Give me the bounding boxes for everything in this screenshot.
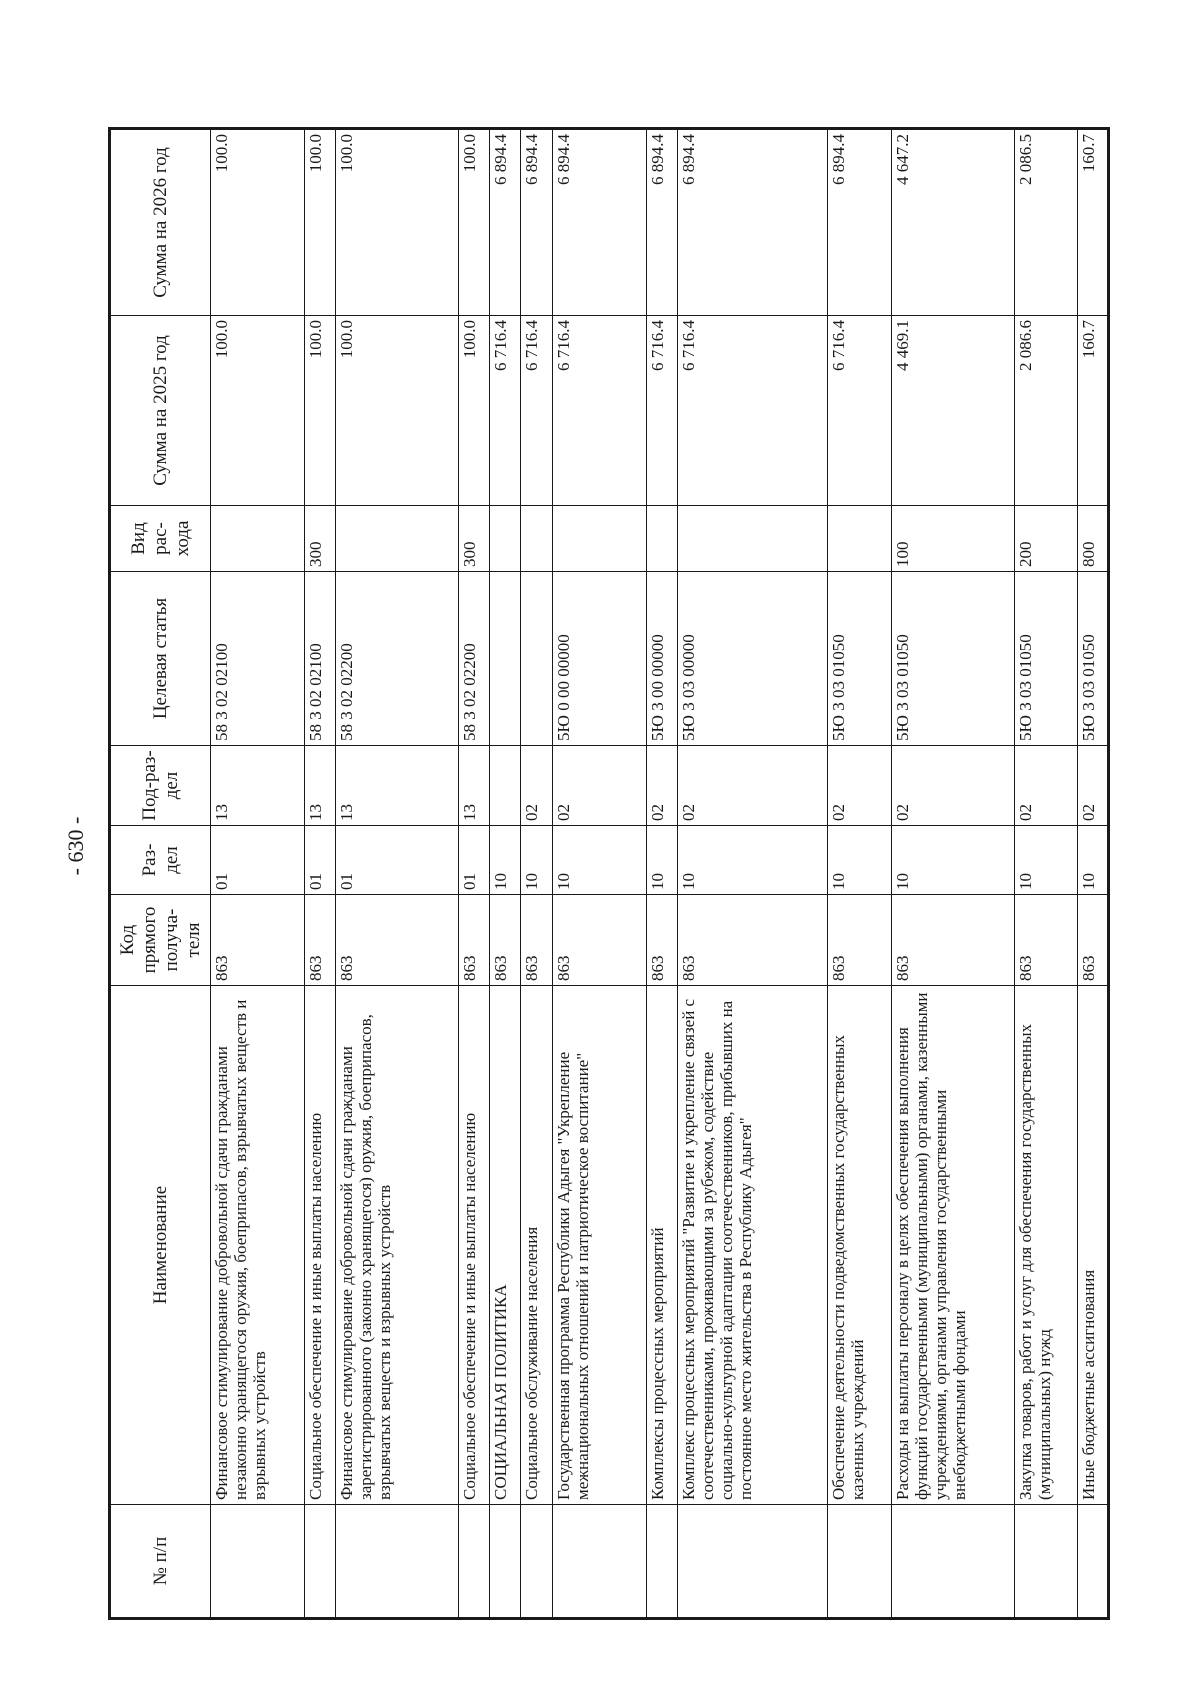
cell-recipient: 863: [305, 895, 336, 986]
cell-target: [490, 572, 521, 746]
header-section: Раз-дел: [110, 826, 211, 895]
cell-expense: [211, 506, 305, 572]
table-row: [305, 129, 336, 1619]
cell-recipient: 863: [828, 895, 891, 986]
cell-sum-2025: 6 716.4: [828, 316, 891, 506]
cell-recipient: 863: [552, 895, 646, 986]
cell-expense: 300: [305, 506, 336, 572]
cell-section: 10: [552, 826, 646, 895]
cell-sum-2026: 160.7: [1077, 129, 1108, 316]
cell-recipient: 863: [211, 895, 305, 986]
cell-num: [459, 1505, 490, 1619]
cell-num: [1014, 1505, 1077, 1619]
cell-section: 10: [1077, 826, 1108, 895]
table-row: [646, 129, 677, 1619]
table-row: [828, 129, 891, 1619]
cell-subsection: 02: [677, 746, 827, 826]
cell-name: Комплексы процессных мероприятий: [646, 986, 677, 1505]
cell-name: Финансовое стимулирование добровольной сдачи гражданами зарегистрированного (законно хранящегося) оружия, боеприпасов, взрывчатых веществ и взрывных устройств: [336, 986, 459, 1505]
cell-target: 58 3 02 02200: [459, 572, 490, 746]
cell-recipient: 863: [336, 895, 459, 986]
cell-sum-2025: 6 716.4: [490, 316, 521, 506]
cell-name: Социальное обслуживание населения: [521, 986, 552, 1505]
cell-subsection: 02: [1077, 746, 1108, 826]
table-row: [459, 129, 490, 1619]
cell-target: 5Ю 3 00 00000: [646, 572, 677, 746]
cell-sum-2026: 100.0: [336, 129, 459, 316]
cell-expense: [677, 506, 827, 572]
header-sum-2025: Сумма на 2025 год: [110, 316, 211, 506]
cell-target: 5Ю 3 03 01050: [891, 572, 1014, 746]
cell-recipient: 863: [521, 895, 552, 986]
cell-name: Обеспечение деятельности подведомственных государственных казенных учреждений: [828, 986, 891, 1505]
cell-expense: [828, 506, 891, 572]
cell-sum-2026: 6 894.4: [828, 129, 891, 316]
cell-target: 5Ю 0 00 00000: [552, 572, 646, 746]
cell-name: Комплекс процессных мероприятий "Развитие и укрепление связей с соотечественниками, проживающими за рубежом, содействие социально-культурной адаптации соотечественников, прибывших на постоянное место жительства в Республику Адыгея": [677, 986, 827, 1505]
cell-sum-2025: 100.0: [336, 316, 459, 506]
header-row: [110, 129, 211, 1619]
cell-target: 5Ю 3 03 01050: [828, 572, 891, 746]
cell-expense: 300: [459, 506, 490, 572]
cell-subsection: 02: [521, 746, 552, 826]
cell-expense: [646, 506, 677, 572]
cell-num: [211, 1505, 305, 1619]
cell-section: 10: [490, 826, 521, 895]
cell-section: 01: [211, 826, 305, 895]
cell-num: [677, 1505, 827, 1619]
cell-subsection: [490, 746, 521, 826]
cell-target: 5Ю 3 03 00000: [677, 572, 827, 746]
cell-section: 10: [828, 826, 891, 895]
cell-subsection: 02: [646, 746, 677, 826]
cell-recipient: 863: [459, 895, 490, 986]
cell-sum-2025: 100.0: [211, 316, 305, 506]
header-subsection: Под-раз-дел: [110, 746, 211, 826]
table-row: [1077, 129, 1108, 1619]
header-num: № п/п: [110, 1505, 211, 1619]
header-sum-2026: Сумма на 2026 год: [110, 129, 211, 316]
cell-subsection: 02: [552, 746, 646, 826]
header-name: Наименование: [110, 986, 211, 1505]
cell-name: Финансовое стимулирование добровольной сдачи гражданами незаконно хранящегося оружия, боеприпасов, взрывчатых веществ и взрывных устройств: [211, 986, 305, 1505]
cell-sum-2025: 6 716.4: [552, 316, 646, 506]
cell-num: [521, 1505, 552, 1619]
rotated-table-container: [108, 130, 1110, 1620]
table-row: [677, 129, 827, 1619]
cell-sum-2026: 6 894.4: [552, 129, 646, 316]
cell-expense: [552, 506, 646, 572]
cell-expense: 800: [1077, 506, 1108, 572]
cell-target: [521, 572, 552, 746]
table-row: [521, 129, 552, 1619]
cell-expense: 200: [1014, 506, 1077, 572]
cell-name: Закупка товаров, работ и услуг для обеспечения государственных (муниципальных) нужд: [1014, 986, 1077, 1505]
budget-table: [108, 127, 1110, 1620]
cell-num: [1077, 1505, 1108, 1619]
cell-sum-2026: 100.0: [305, 129, 336, 316]
cell-subsection: 13: [459, 746, 490, 826]
cell-target: 5Ю 3 03 01050: [1077, 572, 1108, 746]
cell-target: 58 3 02 02200: [336, 572, 459, 746]
cell-recipient: 863: [490, 895, 521, 986]
cell-expense: [521, 506, 552, 572]
cell-recipient: 863: [1077, 895, 1108, 986]
cell-sum-2026: 4 647.2: [891, 129, 1014, 316]
cell-sum-2025: 100.0: [305, 316, 336, 506]
cell-section: 10: [891, 826, 1014, 895]
table-row: [336, 129, 459, 1619]
cell-subsection: 13: [336, 746, 459, 826]
page-number: - 630 -: [63, 816, 88, 876]
cell-name: Социальное обеспечение и иные выплаты населению: [305, 986, 336, 1505]
cell-num: [646, 1505, 677, 1619]
cell-recipient: 863: [677, 895, 827, 986]
cell-section: 10: [1014, 826, 1077, 895]
cell-target: 58 3 02 02100: [305, 572, 336, 746]
cell-num: [828, 1505, 891, 1619]
cell-subsection: 13: [305, 746, 336, 826]
cell-num: [336, 1505, 459, 1619]
cell-sum-2026: 100.0: [459, 129, 490, 316]
cell-section: 10: [646, 826, 677, 895]
cell-sum-2025: 100.0: [459, 316, 490, 506]
cell-sum-2026: 6 894.4: [521, 129, 552, 316]
cell-sum-2026: 2 086.5: [1014, 129, 1077, 316]
cell-target: 58 3 02 02100: [211, 572, 305, 746]
cell-sum-2025: 6 716.4: [677, 316, 827, 506]
cell-sum-2026: 6 894.4: [677, 129, 827, 316]
header-recipient: Код прямого получа-теля: [110, 895, 211, 986]
cell-num: [552, 1505, 646, 1619]
cell-recipient: 863: [891, 895, 1014, 986]
cell-target: 5Ю 3 03 01050: [1014, 572, 1077, 746]
cell-name: Иные бюджетные ассигнования: [1077, 986, 1108, 1505]
cell-num: [490, 1505, 521, 1619]
cell-subsection: 13: [211, 746, 305, 826]
header-expense: Вид рас-хода: [110, 506, 211, 572]
cell-section: 10: [677, 826, 827, 895]
cell-name: Расходы на выплаты персоналу в целях обеспечения выполнения функций государственными (муниципальными) органами, казенными учреждениями, органами управления государственными внебюджетными фондами: [891, 986, 1014, 1505]
cell-sum-2026: 100.0: [211, 129, 305, 316]
cell-num: [891, 1505, 1014, 1619]
cell-section: 01: [459, 826, 490, 895]
cell-subsection: 02: [1014, 746, 1077, 826]
table-row: [552, 129, 646, 1619]
cell-name: Государственная программа Республики Адыгея "Укрепление межнациональных отношений и патриотическое воспитание": [552, 986, 646, 1505]
cell-sum-2026: 6 894.4: [490, 129, 521, 316]
table-row: [211, 129, 305, 1619]
table-row: [1014, 129, 1077, 1619]
cell-sum-2026: 6 894.4: [646, 129, 677, 316]
table-row: [490, 129, 521, 1619]
cell-section: 01: [305, 826, 336, 895]
cell-sum-2025: 4 469.1: [891, 316, 1014, 506]
header-target: Целевая статья: [110, 572, 211, 746]
cell-num: [305, 1505, 336, 1619]
table-row: [891, 129, 1014, 1619]
cell-name: СОЦИАЛЬНАЯ ПОЛИТИКА: [490, 986, 521, 1505]
cell-name: Социальное обеспечение и иные выплаты населению: [459, 986, 490, 1505]
cell-expense: 100: [891, 506, 1014, 572]
cell-recipient: 863: [646, 895, 677, 986]
cell-expense: [336, 506, 459, 572]
cell-sum-2025: 160.7: [1077, 316, 1108, 506]
cell-section: 10: [521, 826, 552, 895]
cell-subsection: 02: [828, 746, 891, 826]
cell-sum-2025: 6 716.4: [521, 316, 552, 506]
cell-sum-2025: 6 716.4: [646, 316, 677, 506]
cell-recipient: 863: [1014, 895, 1077, 986]
cell-section: 01: [336, 826, 459, 895]
cell-sum-2025: 2 086.6: [1014, 316, 1077, 506]
cell-expense: [490, 506, 521, 572]
cell-subsection: 02: [891, 746, 1014, 826]
